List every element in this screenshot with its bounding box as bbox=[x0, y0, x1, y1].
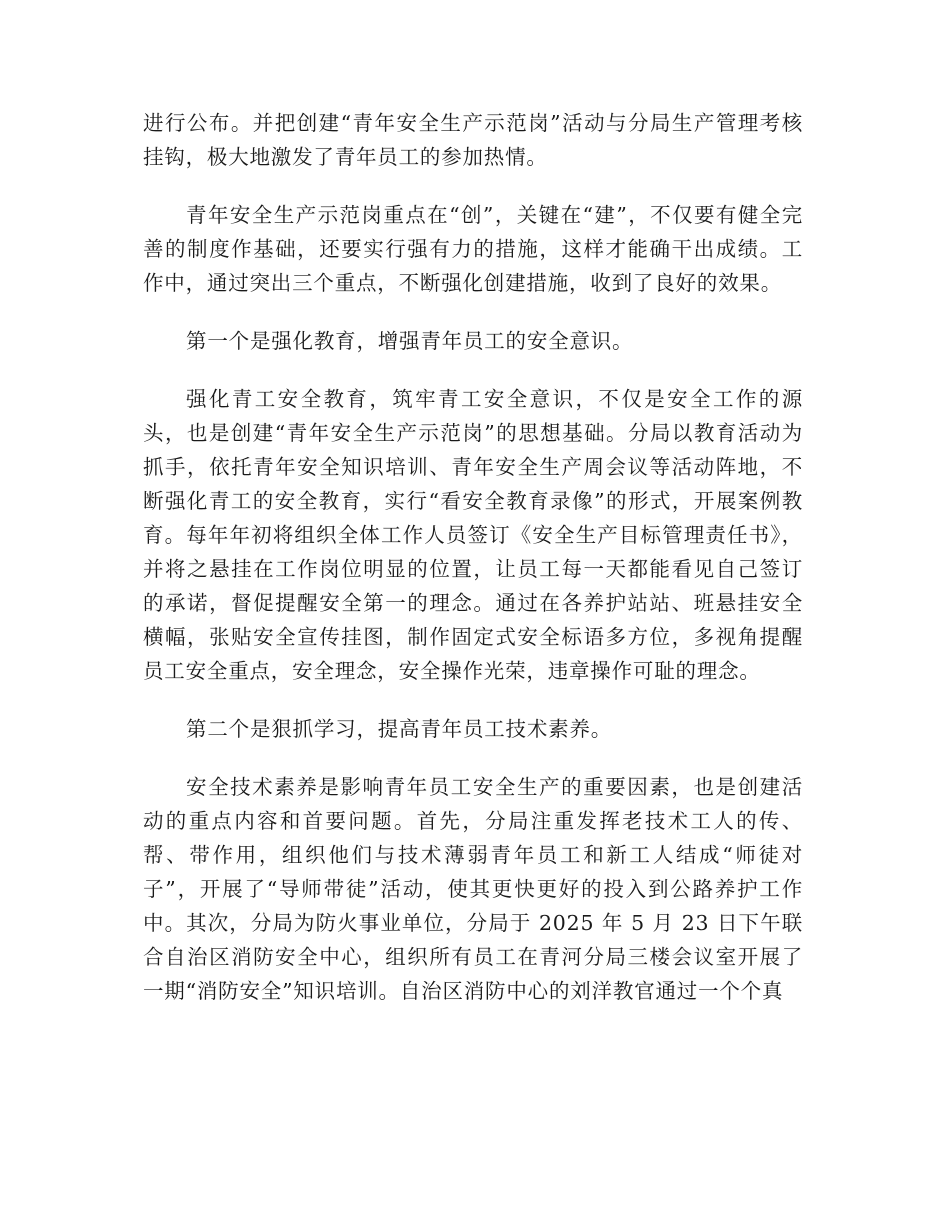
paragraph-4: 安全技术素养是影响青年员工安全生产的重要因素，也是创建活动的重点内容和首要问题。首先，分局注重发挥老技术工人的传、帮、带作用，组织他们与技术薄弱青年员工和新工人结成“师徒对子”，开展了“导师带徒”活动，使其更快更好的投入到公路养护工作中。其次，分局为防火事业单位，分局于 2025 年 5 月 23 日下午联合自治区消防安全中心，组织所有员工在青河分局三楼会议室开展了一期“消防安全”知识培训。自治区消防中心的刘洋教官通过一个个真 bbox=[143, 775, 803, 1003]
section-heading-1: 第一个是强化教育，增强青年员工的安全意识。 bbox=[186, 329, 634, 353]
paragraph-2: 青年安全生产示范岗重点在“创”，关键在“建”，不仅要有健全完善的制度作基础，还要实行强有力的措施，这样才能确干出成绩。工作中，通过突出三个重点，不断强化创建措施，收到了良好的效果。 bbox=[143, 203, 803, 295]
paragraph-3: 强化青工安全教育，筑牢青工安全意识，不仅是安全工作的源头，也是创建“青年安全生产示范岗”的思想基础。分局以教育活动为抓手，依托青年安全知识培训、青年安全生产周会议等活动阵地，不断强化青工的安全教育，实行“看安全教育录像”的形式，开展案例教育。每年年初将组织全体工作人员签订《安全生产目标管理责任书》，并将之悬挂在工作岗位明显的位置，让员工每一天都能看见自己签订的承诺，督促提醒安全第一的理念。通过在各养护站站、班悬挂安全横幅，张贴安全宣传挂图，制作固定式安全标语多方位，多视角提醒员工安全重点，安全理念，安全操作光荣，违章操作可耻的理念。 bbox=[143, 387, 803, 683]
paragraph-1: 进行公布。并把创建“青年安全生产示范岗”活动与分局生产管理考核挂钩，极大地激发了青年员工的参加热情。 bbox=[143, 111, 803, 169]
document-body bbox=[143, 106, 803, 1032]
section-heading-2: 第二个是狠抓学习，提高青年员工技术素养。 bbox=[186, 717, 613, 741]
